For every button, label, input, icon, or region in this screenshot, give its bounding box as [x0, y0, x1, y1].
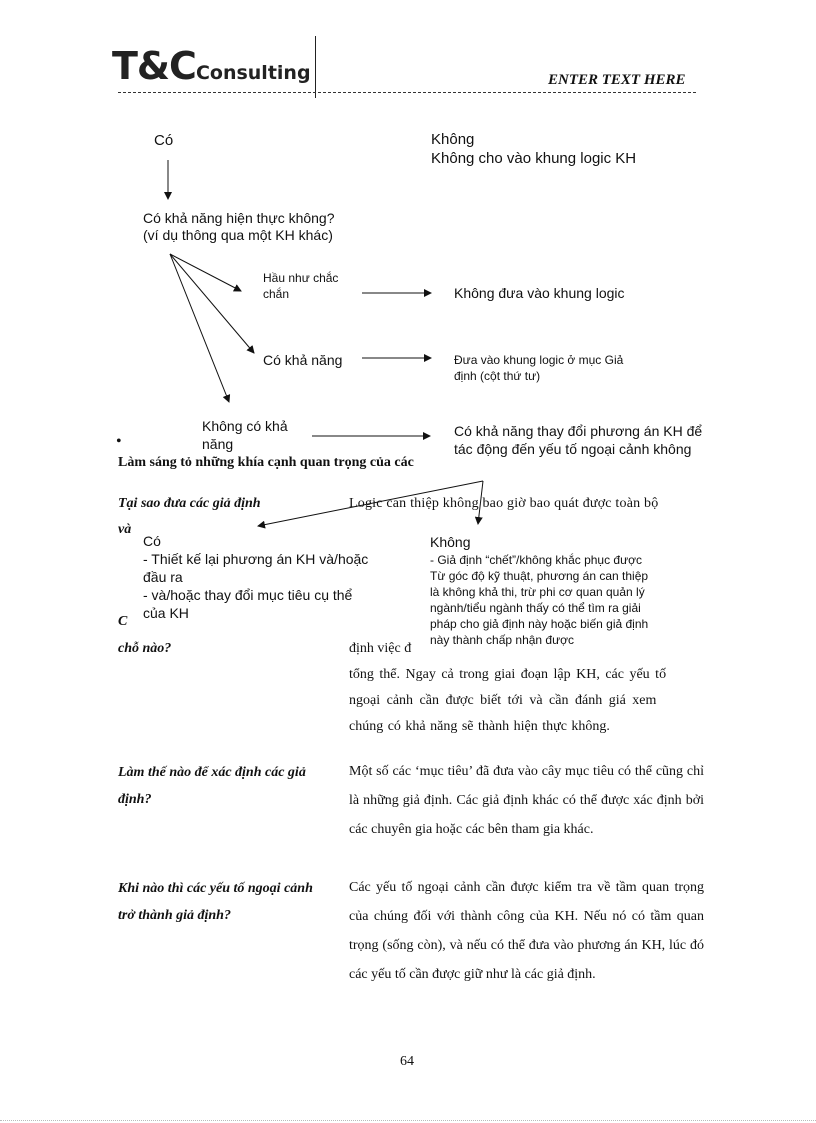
flow-no-top-detail: Không cho vào khung logic KH: [431, 150, 637, 167]
flow-change-plan-line-2: tác động đến yếu tố ngoại cảnh không: [454, 441, 699, 458]
logo-tc: T&C: [112, 44, 196, 88]
question-1-line-2: và: [118, 522, 132, 537]
flow-killer-line-1: - Giả định “chết”/không khắc phục được: [430, 553, 643, 567]
flow-almost-certain-line-1: Hầu như chắc: [263, 271, 339, 285]
flow-question-line-1: Có khả năng hiện thực không?: [143, 210, 335, 226]
flow-killer-line-6: này thành chấp nhận được: [430, 633, 575, 647]
flow-yes-bottom-item-2-line-2: của KH: [143, 605, 189, 621]
question-1-line-1: Tại sao đưa các giả định: [118, 496, 261, 511]
logo-consulting: Consulting: [195, 62, 311, 84]
page-bottom-rule: [0, 1120, 816, 1121]
flow-killer-line-5: pháp cho giả định này hoặc biến giả định: [430, 617, 649, 631]
flow-possible: Có khả năng: [263, 352, 343, 368]
flow-almost-certain-line-2: chắn: [263, 287, 290, 301]
flow-no-top: Không: [431, 131, 475, 148]
answer-3: Một số các ‘mục tiêu’ đã đưa vào cây mục tiêu có thể cũng chỉ là những giả định. Các giả định khác có thể được xác định bởi các chuyên gia hoặc các bên tham gia khác.: [349, 764, 704, 837]
flow-yes-bottom-item-1-line-1: - Thiết kế lại phương án KH và/hoặc: [143, 551, 369, 567]
flow-killer-line-2: Từ góc độ kỹ thuật, phương án can thiệp: [430, 569, 649, 583]
flow-killer-line-3: là không khả thi, trừ phi cơ quan quản lý: [430, 585, 645, 599]
answer-1-line-2: định việc đ: [349, 641, 412, 656]
page-number: 64: [400, 1054, 414, 1069]
flow-into-logic-line-2: định (cột thứ tư): [454, 369, 541, 383]
question-2-line-1: C: [118, 614, 128, 629]
answer-1-line-1: Logic can thiệp không bao giờ bao quát được toàn bộ: [349, 496, 659, 511]
flow-into-logic-line-1: Đưa vào khung logic ở mục Giả: [454, 353, 624, 367]
answer-1-line-5: chúng có khả năng sẽ thành hiện thực không.: [349, 719, 610, 734]
question-3: Làm thế nào để xác định các giả định?: [118, 765, 306, 807]
question-4: Khi nào thì các yếu tố ngoại cảnh trở thành giả định?: [118, 881, 313, 923]
flow-question-line-2: (ví dụ thông qua một KH khác): [143, 227, 333, 243]
arrow-to-impossible: [170, 254, 229, 402]
bullet: •: [116, 433, 122, 450]
arrow-change-plan-to-no: [478, 481, 483, 524]
flow-yes-bottom-item-1-line-2: đầu ra: [143, 569, 183, 585]
flow-change-plan-line-1: Có khả năng thay đổi phương án KH để: [454, 423, 703, 439]
flow-impossible-line-1: Không có khả: [202, 418, 288, 434]
flow-yes-bottom: Có: [143, 533, 161, 549]
arrow-to-almost-certain: [170, 254, 241, 291]
flow-killer-line-4: ngành/tiểu ngành thấy có thể tìm ra giải: [430, 601, 641, 615]
answer-1-line-4: ngoại cảnh cần được biết tới và cần đánh giá xem: [349, 693, 657, 708]
flow-not-into-logic: Không đưa vào khung logic: [454, 285, 625, 301]
flow-yes-bottom-item-2-line-1: - và/hoặc thay đổi mục tiêu cụ thể: [143, 587, 353, 603]
flow-yes-top: Có: [154, 132, 174, 149]
arrow-change-plan-to-yes: [258, 481, 483, 526]
answer-4: Các yếu tố ngoại cảnh cần được kiểm tra về tầm quan trọng của chúng đối với thành công của KH. Nếu nó có tầm quan trọng (sống còn), và nếu có thể đưa vào phương án KH, lúc đó các yếu tố cần được giữ như là các giả định.: [349, 880, 704, 982]
arrow-to-possible: [170, 254, 254, 353]
answer-1-line-3: tổng thể. Ngay cả trong giai đoạn lập KH, các yếu tố: [349, 667, 667, 682]
header-right-text: ENTER TEXT HERE: [548, 72, 686, 88]
flow-impossible-line-2: năng: [202, 436, 234, 452]
section-heading: Làm sáng tỏ những khía cạnh quan trọng của các: [118, 455, 414, 470]
flow-no-bottom: Không: [430, 534, 471, 550]
question-2-line-2: chỗ nào?: [118, 641, 172, 656]
